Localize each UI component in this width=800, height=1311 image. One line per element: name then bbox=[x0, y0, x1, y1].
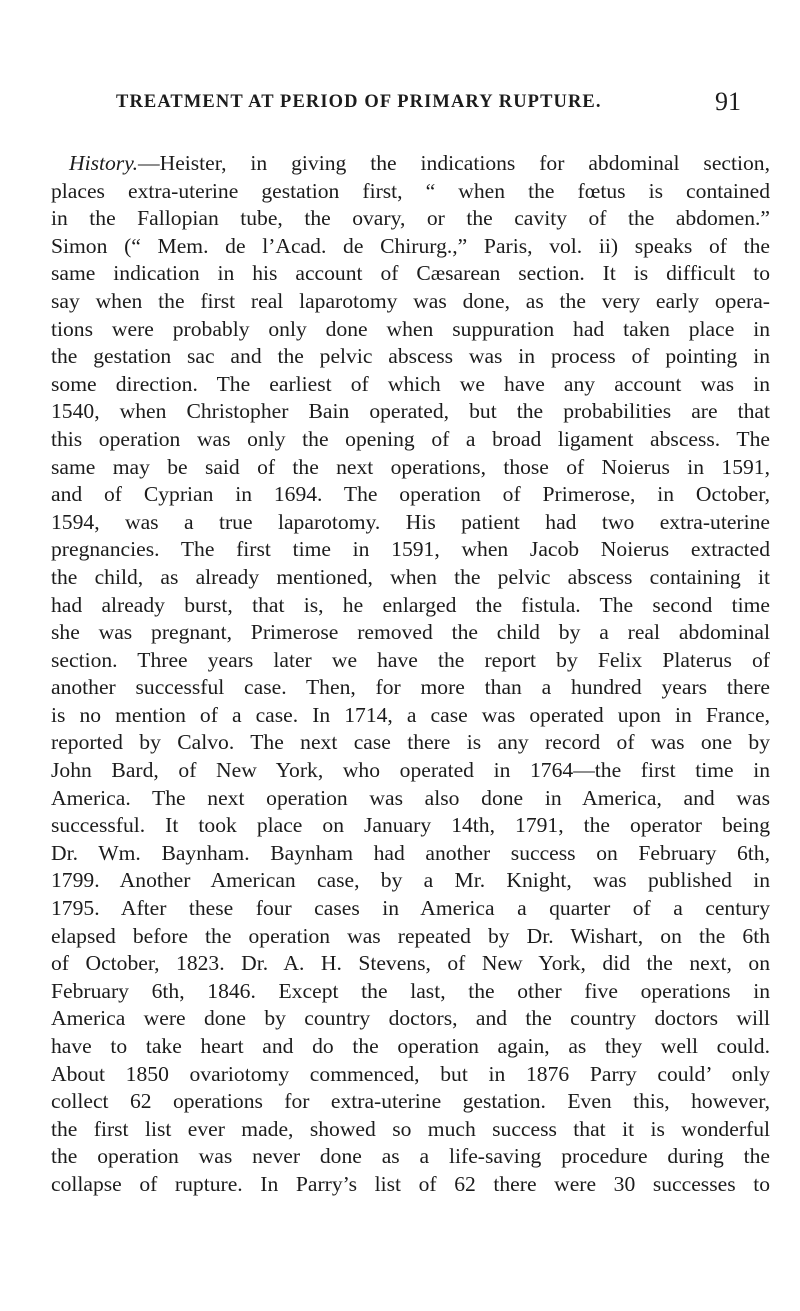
running-title: TREATMENT AT PERIOD OF PRIMARY RUPTURE. bbox=[116, 92, 602, 112]
text-line: same may be said of the next operations, those of Noierus in 1591, bbox=[51, 454, 770, 479]
text-line: had already burst, that is, he enlarged the fistula. The second time bbox=[51, 592, 770, 617]
text-line: Dr. Wm. Baynham. Baynham had another success on February 6th, bbox=[51, 840, 770, 865]
text-line: tions were probably only done when suppuration had taken place in bbox=[51, 316, 770, 341]
running-head bbox=[0, 87, 770, 132]
text-line: have to take heart and do the operation again, as they well could. bbox=[51, 1034, 770, 1058]
text-line: pregnancies. The first time in 1591, when Jacob Noierus extracted bbox=[51, 537, 770, 562]
text-line: collapse of rupture. In Parry’s list of 62 there were 30 successes to bbox=[51, 1171, 770, 1196]
text-line: collect 62 operations for extra-uterine gestation. Even this, however, bbox=[51, 1089, 770, 1114]
text-line: the operation was never done as a life-saving procedure during the bbox=[51, 1144, 770, 1169]
text-line: section. Three years later we have the report by Felix Platerus of bbox=[51, 647, 770, 672]
text-line: she was pregnant, Primerose removed the child by a real abdominal bbox=[51, 620, 770, 645]
text-line: say when the first real laparotomy was done, as the very early opera- bbox=[51, 288, 770, 313]
text-line: the child, as already mentioned, when the pelvic abscess containing it bbox=[51, 564, 770, 589]
text-line-content: —Heister, in giving the indications for abdominal section, bbox=[138, 151, 770, 175]
text-line: America were done by country doctors, and the country doctors will bbox=[51, 1006, 770, 1031]
section-heading: History. bbox=[69, 151, 138, 175]
text-line: John Bard, of New York, who operated in 1764—the first time in bbox=[51, 758, 770, 783]
text-line: is no mention of a case. In 1714, a case was operated upon in France, bbox=[51, 702, 770, 727]
text-line: reported by Calvo. The next case there is any record of was one by bbox=[51, 730, 770, 755]
text-line: of October, 1823. Dr. A. H. Stevens, of New York, did the next, on bbox=[51, 951, 770, 976]
text-line bbox=[51, 150, 770, 178]
text-line: in the Fallopian tube, the ovary, or the cavity of the abdomen.” bbox=[51, 206, 770, 231]
text-line: 1799. Another American case, by a Mr. Knight, was published in bbox=[51, 868, 770, 893]
text-line: same indication in his account of Cæsarean section. It is difficult to bbox=[51, 261, 770, 286]
page-number: 91 bbox=[715, 87, 741, 116]
text-line: another successful case. Then, for more than a hundred years there bbox=[51, 675, 770, 700]
text-line: February 6th, 1846. Except the last, the other five operations in bbox=[51, 978, 770, 1003]
text-line: America. The next operation was also done in America, and was bbox=[51, 785, 770, 810]
text-line: Simon (“ Mem. de l’Acad. de Chirurg.,” Paris, vol. ii) speaks of the bbox=[51, 233, 770, 258]
text-line: some direction. The earliest of which we have any account was in bbox=[51, 371, 770, 396]
text-line: 1795. After these four cases in America a quarter of a century bbox=[51, 896, 770, 921]
text-line: and of Cyprian in 1694. The operation of Primerose, in October, bbox=[51, 482, 770, 507]
text-line: the first list ever made, showed so much success that it is wonderful bbox=[51, 1116, 770, 1141]
text-line: 1540, when Christopher Bain operated, but the probabilities are that bbox=[51, 399, 770, 424]
body-paragraph bbox=[51, 150, 770, 1199]
text-line: elapsed before the operation was repeated by Dr. Wishart, on the 6th bbox=[51, 923, 770, 948]
text-line: places extra-uterine gestation first, “ when the fœtus is contained bbox=[51, 178, 770, 203]
text-line: this operation was only the opening of a broad ligament abscess. The bbox=[51, 426, 770, 451]
text-line: About 1850 ovariotomy commenced, but in 1876 Parry could’ only bbox=[51, 1061, 770, 1086]
text-line: 1594, was a true laparotomy. His patient had two extra-uterine bbox=[51, 509, 770, 534]
text-line: successful. It took place on January 14th, 1791, the operator being bbox=[51, 813, 770, 838]
text-line: the gestation sac and the pelvic abscess was in process of pointing in bbox=[51, 344, 770, 369]
